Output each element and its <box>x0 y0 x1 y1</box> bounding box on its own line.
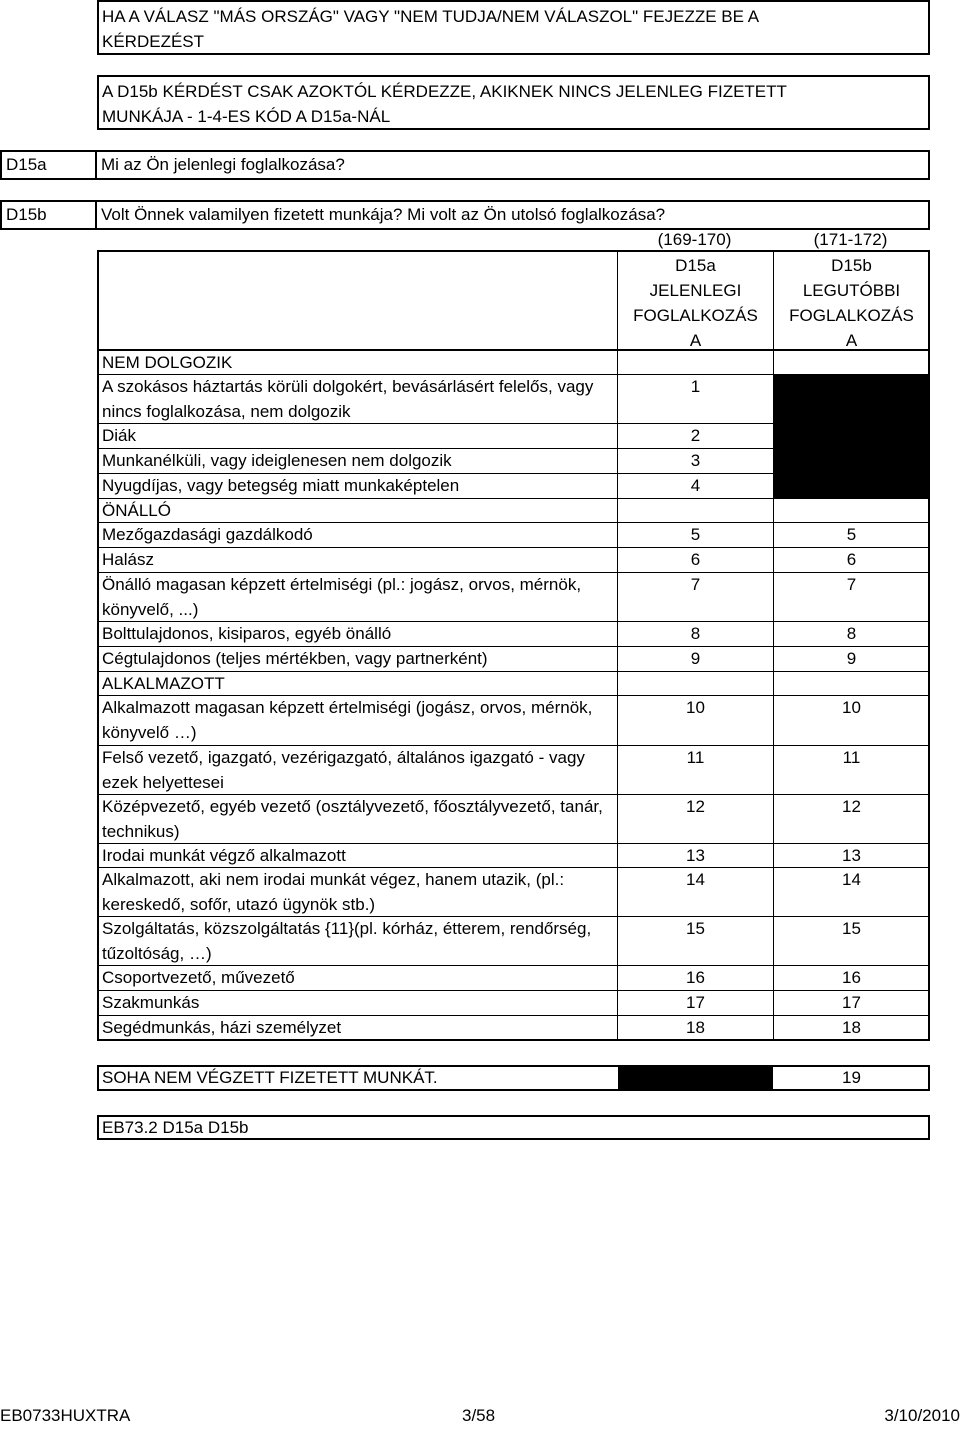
col1-header <box>618 253 773 353</box>
col1-code: D15a <box>675 256 716 275</box>
table-row <box>99 696 928 746</box>
row-label: Cégtulajdonos (teljes mértékben, vagy partnerként) <box>102 649 488 668</box>
row-code-d15b: 17 <box>842 993 861 1012</box>
row-label: Szakmunkás <box>102 993 200 1012</box>
row-code-d15b: 8 <box>846 624 857 643</box>
row-code-d15a: 16 <box>686 968 705 987</box>
not-applicable-shade <box>774 375 928 499</box>
row-code-d15a: 10 <box>686 698 705 717</box>
row-code-d15a: 2 <box>690 426 701 445</box>
table-row <box>99 523 928 548</box>
question-text-cell <box>95 150 930 180</box>
row-code-d15a: 18 <box>686 1018 705 1037</box>
row-code-d15a: 8 <box>690 624 701 643</box>
table-row <box>99 991 928 1016</box>
row-code-d15a: 17 <box>686 993 705 1012</box>
table-row <box>99 844 928 868</box>
reference-box <box>97 1115 930 1140</box>
row-label: Felső vezető, igazgató, vezérigazgató, általános igazgató - vagy ezek helyettesei <box>102 748 585 792</box>
row-label: Halász <box>102 550 154 569</box>
row-code-d15a: 5 <box>690 525 701 544</box>
row-label: NEM DOLGOZIK <box>102 353 233 372</box>
table-row <box>99 795 928 844</box>
row-code-d15a: 12 <box>686 797 705 816</box>
table-row <box>99 1016 928 1041</box>
col1-line2: FOGLALKOZÁS <box>633 306 758 325</box>
col1-range: (169-170) <box>657 230 732 249</box>
footer-doc-id: EB0733HUXTRA <box>0 1406 131 1425</box>
row-code-d15b: 7 <box>846 575 857 594</box>
row-code-d15b: 14 <box>842 870 861 889</box>
reference-label: EB73.2 D15a D15b <box>102 1118 249 1137</box>
row-code-d15b: 15 <box>842 919 861 938</box>
instruction-line: A D15b KÉRDÉST CSAK AZOKTÓL KÉRDEZZE, AKIKNEK NINCS JELENLEG FIZETETT <box>102 82 787 101</box>
row-label: Szolgáltatás, közszolgáltatás {11}(pl. kórház, étterem, rendőrség, tűzoltóság, …) <box>102 919 592 963</box>
table-row <box>99 548 928 573</box>
column-header-box <box>97 250 930 351</box>
row-code-d15a: 14 <box>686 870 705 889</box>
row-label: A szokásos háztartás körüli dolgokért, bevásárlásért felelős, vagy nincs foglalkozása, nem dolgozik <box>102 377 594 421</box>
row-code-d15a: 1 <box>690 377 701 396</box>
table-row <box>99 746 928 795</box>
question-d15b <box>0 200 930 230</box>
instruction-box-d15b <box>97 75 930 130</box>
not-applicable-shade <box>618 1067 773 1089</box>
row-label: Alkalmazott, aki nem irodai munkát végez, hanem utazik, (pl.: kereskedő, sofőr, utazó ügynök stb.) <box>102 870 565 914</box>
row-code-d15a: 7 <box>690 575 701 594</box>
never-worked-code: 19 <box>842 1068 861 1087</box>
instruction-line: KÉRDEZÉST <box>102 32 205 51</box>
row-code-d15a: 15 <box>686 919 705 938</box>
row-label: Középvezető, egyéb vezető (osztályvezető, főosztályvezető, tanár, technikus) <box>102 797 603 841</box>
question-code-cell <box>0 150 97 180</box>
row-code-d15b: 16 <box>842 968 861 987</box>
table-row <box>99 499 928 523</box>
col2-line2: FOGLALKOZÁS <box>789 306 914 325</box>
table-row <box>99 622 928 647</box>
answer-table <box>97 349 930 1041</box>
row-label: Segédmunkás, házi személyzet <box>102 1018 342 1037</box>
instruction-line: MUNKÁJA - 1-4-ES KÓD A D15a-NÁL <box>102 107 391 126</box>
table-row <box>99 647 928 672</box>
table-row <box>99 573 928 622</box>
col2-line3: A <box>845 331 858 350</box>
row-label: Alkalmazott magasan képzett értelmiségi (jogász, orvos, mérnök, könyvelő …) <box>102 698 593 742</box>
row-code-d15b: 5 <box>846 525 857 544</box>
row-code-d15a: 4 <box>690 476 701 495</box>
never-worked-label: SOHA NEM VÉGZETT FIZETETT MUNKÁT. <box>102 1068 438 1087</box>
row-label: Csoportvezető, művezető <box>102 968 295 987</box>
table-row <box>99 672 928 696</box>
row-label: Önálló magasan képzett értelmiségi (pl.: jogász, orvos, mérnök, könyvelő, ...) <box>102 575 582 619</box>
row-code-d15b: 9 <box>846 649 857 668</box>
col2-header <box>774 253 929 353</box>
row-label: Mezőgazdasági gazdálkodó <box>102 525 313 544</box>
row-code-d15b: 6 <box>846 550 857 569</box>
question-text: Mi az Ön jelenlegi foglalkozása? <box>101 155 345 174</box>
row-label: Nyugdíjas, vagy betegség miatt munkaképtelen <box>102 476 460 495</box>
row-code-d15b: 10 <box>842 698 861 717</box>
question-code: D15b <box>6 205 47 224</box>
row-code-d15b: 13 <box>842 846 861 865</box>
row-code-d15b: 12 <box>842 797 861 816</box>
row-label: Diák <box>102 426 137 445</box>
col1-line1: JELENLEGI <box>649 281 742 300</box>
row-code-d15a: 11 <box>686 748 705 767</box>
row-label: Irodai munkát végző alkalmazott <box>102 846 346 865</box>
row-label: Munkanélküli, vagy ideiglenesen nem dolgozik <box>102 451 452 470</box>
row-code-d15a: 9 <box>690 649 701 668</box>
footer-date: 3/10/2010 <box>884 1406 960 1425</box>
instruction-line: HA A VÁLASZ "MÁS ORSZÁG" VAGY "NEM TUDJA/NEM VÁLASZOL" FEJEZZE BE A <box>102 7 760 26</box>
question-d15a <box>0 150 930 180</box>
col2-code: D15b <box>831 256 872 275</box>
row-code-d15a: 3 <box>690 451 701 470</box>
row-label: ÖNÁLLÓ <box>102 501 171 520</box>
row-code-d15a: 13 <box>686 846 705 865</box>
col2-line1: LEGUTÓBBI <box>802 281 901 300</box>
footer-page: 3/58 <box>462 1406 496 1425</box>
question-text: Volt Önnek valamilyen fizetett munkája? Mi volt az Ön utolsó foglalkozása? <box>101 205 666 224</box>
row-code-d15b: 11 <box>842 748 861 767</box>
table-row <box>99 917 928 966</box>
row-label: ALKALMAZOTT <box>102 674 225 693</box>
table-row <box>99 966 928 991</box>
row-label: Bolttulajdonos, kisiparos, egyéb önálló <box>102 624 392 643</box>
question-code-cell <box>0 200 97 230</box>
column-divider <box>617 351 618 1039</box>
col2-range: (171-172) <box>813 230 888 249</box>
instruction-box-end <box>97 0 930 55</box>
col1-line3: A <box>689 331 702 350</box>
table-row <box>99 351 928 375</box>
never-worked-row <box>97 1065 930 1091</box>
question-code: D15a <box>6 155 47 174</box>
question-text-cell <box>95 200 930 230</box>
row-code-d15a: 6 <box>690 550 701 569</box>
row-code-d15b: 18 <box>842 1018 861 1037</box>
table-row <box>99 868 928 917</box>
